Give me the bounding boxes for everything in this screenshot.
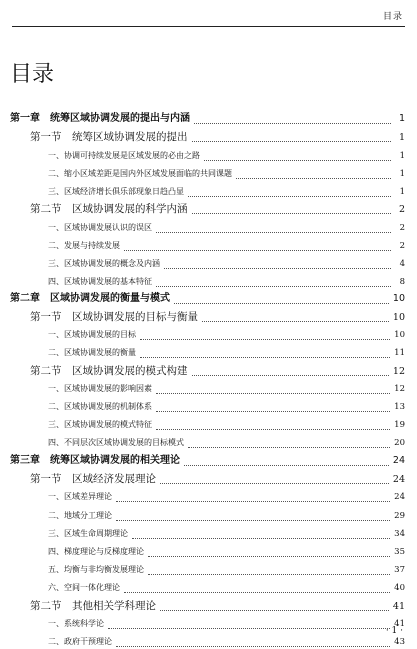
toc-entry-title: 二、地域分工理论 — [48, 511, 112, 520]
toc-entry-title: 二、发展与持续发展 — [48, 241, 120, 250]
toc-leader-dots — [116, 493, 390, 502]
toc-leader-dots — [202, 313, 389, 322]
toc-entry-title: 一、协调可持续发展是区域发展的必由之路 — [48, 151, 200, 160]
toc-entry[interactable] — [10, 292, 405, 306]
toc-entry-title: 五、均衡与非均衡发展理论 — [48, 565, 144, 574]
toc-entry[interactable] — [48, 563, 405, 577]
toc-entry-title: 第一节 统筹区域协调发展的提出 — [30, 131, 188, 143]
toc-leader-dots — [132, 530, 390, 539]
toc-entry-page: 2 — [398, 204, 405, 215]
toc-leader-dots — [108, 620, 390, 629]
toc-entry[interactable] — [48, 328, 405, 342]
toc-entry-title: 二、政府干预理论 — [48, 637, 112, 646]
toc-leader-dots — [156, 278, 391, 287]
toc-entry[interactable] — [30, 472, 405, 486]
toc-entry-title: 第二节 其他相关学科理论 — [30, 600, 156, 612]
toc-entry-page: 2 — [399, 223, 405, 233]
toc-entry-title: 一、区域协调发展的影响因素 — [48, 384, 152, 393]
toc-entry-page: 34 — [394, 529, 405, 539]
toc-entry-title: 三、区域生命周期理论 — [48, 529, 128, 538]
toc-leader-dots — [160, 602, 389, 611]
toc-entry[interactable] — [48, 239, 405, 253]
toc-entry-title: 第二章 区域协调发展的衡量与模式 — [10, 293, 170, 304]
toc-entry-title: 第一章 统筹区域协调发展的提出与内涵 — [10, 113, 190, 124]
toc-leader-dots — [192, 133, 392, 142]
toc-entry[interactable] — [48, 185, 405, 199]
toc-entry-page: 1 — [399, 151, 405, 161]
toc-entry[interactable] — [48, 635, 405, 649]
toc-leader-dots — [194, 115, 391, 124]
toc-leader-dots — [188, 439, 390, 448]
toc-entry-page: 2 — [399, 241, 405, 251]
toc-leader-dots — [116, 512, 390, 521]
toc-entry-title: 第三章 统筹区域协调发展的相关理论 — [10, 455, 180, 466]
toc-entry-page: 12 — [392, 366, 405, 377]
toc-entry-title: 三、区域协调发展的模式特征 — [48, 420, 152, 429]
toc-entry-page: 24 — [392, 455, 405, 466]
toc-entry-title: 二、区域协调发展的衡量 — [48, 348, 136, 357]
toc-entry-title: 一、区域协调发展的目标 — [48, 330, 136, 339]
toc-leader-dots — [236, 170, 391, 179]
toc-leader-dots — [184, 457, 389, 466]
toc-entry-title: 六、空间一体化理论 — [48, 583, 120, 592]
toc-entry-title: 四、梯度理论与反梯度理论 — [48, 547, 144, 556]
toc-leader-dots — [192, 205, 392, 214]
toc-entry-page: 24 — [394, 492, 405, 502]
toc-entry-page: 41 — [392, 601, 405, 612]
toc-entry[interactable] — [48, 346, 405, 360]
toc-entry-page: 13 — [394, 402, 405, 412]
toc-entry-page: 20 — [394, 438, 405, 448]
toc-entry-title: 第二节 区域协调发展的科学内涵 — [30, 203, 188, 215]
toc-entry-page: 43 — [394, 637, 405, 647]
toc-leader-dots — [160, 475, 389, 484]
toc-entry[interactable] — [30, 310, 405, 324]
toc-entry-title: 二、缩小区域差距是国内外区域发展面临的共同课题 — [48, 169, 232, 178]
toc-entry-title: 第一节 区域协调发展的目标与衡量 — [30, 311, 198, 323]
toc-entry-page: 19 — [394, 420, 405, 430]
toc-entry[interactable] — [48, 400, 405, 414]
toc-entry[interactable] — [48, 257, 405, 271]
toc-entry[interactable] — [48, 149, 405, 163]
toc-entry-title: 一、区域差异理论 — [48, 492, 112, 501]
toc-entry-page: 1 — [399, 169, 405, 179]
toc-entry[interactable] — [48, 527, 405, 541]
toc-entry-page: 29 — [394, 511, 405, 521]
toc-entry-page: 10 — [392, 312, 405, 323]
toc-entry-page: 1 — [399, 187, 405, 197]
toc-leader-dots — [148, 566, 390, 575]
toc-entry-page: 10 — [392, 293, 405, 304]
toc-leader-dots — [204, 152, 391, 161]
toc-entry-page: 12 — [394, 384, 405, 394]
toc-entry-title: 三、区域协调发展的概念及内涵 — [48, 259, 160, 268]
toc-entry[interactable] — [30, 364, 405, 378]
toc-entry-page: 41 — [394, 619, 405, 629]
toc-entry-page: 1 — [398, 113, 405, 124]
toc-entry[interactable] — [48, 436, 405, 450]
toc-leader-dots — [164, 260, 391, 269]
toc-entry[interactable] — [48, 490, 405, 504]
toc-entry[interactable] — [48, 545, 405, 559]
toc-entry[interactable] — [48, 617, 405, 631]
toc-leader-dots — [140, 331, 390, 340]
page-number: · 1 · — [385, 626, 403, 636]
running-head: 目录 — [382, 12, 403, 22]
toc-entry[interactable] — [48, 221, 405, 235]
toc-leader-dots — [124, 242, 391, 251]
toc-entry-page: 37 — [394, 565, 405, 575]
toc-entry[interactable] — [48, 167, 405, 181]
toc-entry-title: 第一节 区域经济发展理论 — [30, 473, 156, 485]
toc-entry-page: 35 — [394, 547, 405, 557]
toc-entry-page: 1 — [398, 132, 405, 143]
toc-entry[interactable] — [10, 112, 405, 126]
toc-entry-title: 二、区域协调发展的机制体系 — [48, 402, 152, 411]
toc-entry[interactable] — [30, 202, 405, 216]
toc-entry-title: 四、区域协调发展的基本特征 — [48, 277, 152, 286]
toc-entry-page: 11 — [394, 348, 405, 358]
toc-entry-page: 4 — [399, 259, 405, 269]
toc-entry-page: 10 — [394, 330, 405, 340]
toc-entry-title: 第二节 区域协调发展的模式构建 — [30, 365, 188, 377]
toc-entry-title: 三、区域经济增长俱乐部现象日趋凸显 — [48, 187, 184, 196]
toc-leader-dots — [116, 638, 390, 647]
toc-entry[interactable] — [48, 509, 405, 523]
toc-leader-dots — [148, 548, 390, 557]
page-title: 目录 — [10, 62, 55, 87]
header-divider — [12, 26, 405, 27]
toc-entry-title: 一、系统科学论 — [48, 619, 104, 628]
toc-entry[interactable] — [30, 599, 405, 613]
toc-leader-dots — [156, 224, 391, 233]
toc-leader-dots — [124, 584, 390, 593]
toc-entry[interactable] — [48, 581, 405, 595]
toc-leader-dots — [156, 385, 390, 394]
toc-leader-dots — [156, 403, 390, 412]
toc-leader-dots — [156, 421, 390, 430]
toc-entry-title: 四、不同层次区域协调发展的目标模式 — [48, 438, 184, 447]
toc-entry[interactable] — [48, 418, 405, 432]
toc-entry-title: 一、区域协调发展认识的误区 — [48, 223, 152, 232]
toc-entry-page: 24 — [392, 474, 405, 485]
toc-entry-page: 8 — [399, 277, 405, 287]
toc-entry[interactable] — [10, 454, 405, 468]
toc-entry[interactable] — [30, 130, 405, 144]
toc-entry[interactable] — [48, 275, 405, 289]
toc-leader-dots — [192, 367, 389, 376]
toc-leader-dots — [140, 349, 390, 358]
toc-entry[interactable] — [48, 382, 405, 396]
toc-leader-dots — [188, 188, 391, 197]
toc-entry-page: 40 — [394, 583, 405, 593]
toc-leader-dots — [174, 295, 389, 304]
